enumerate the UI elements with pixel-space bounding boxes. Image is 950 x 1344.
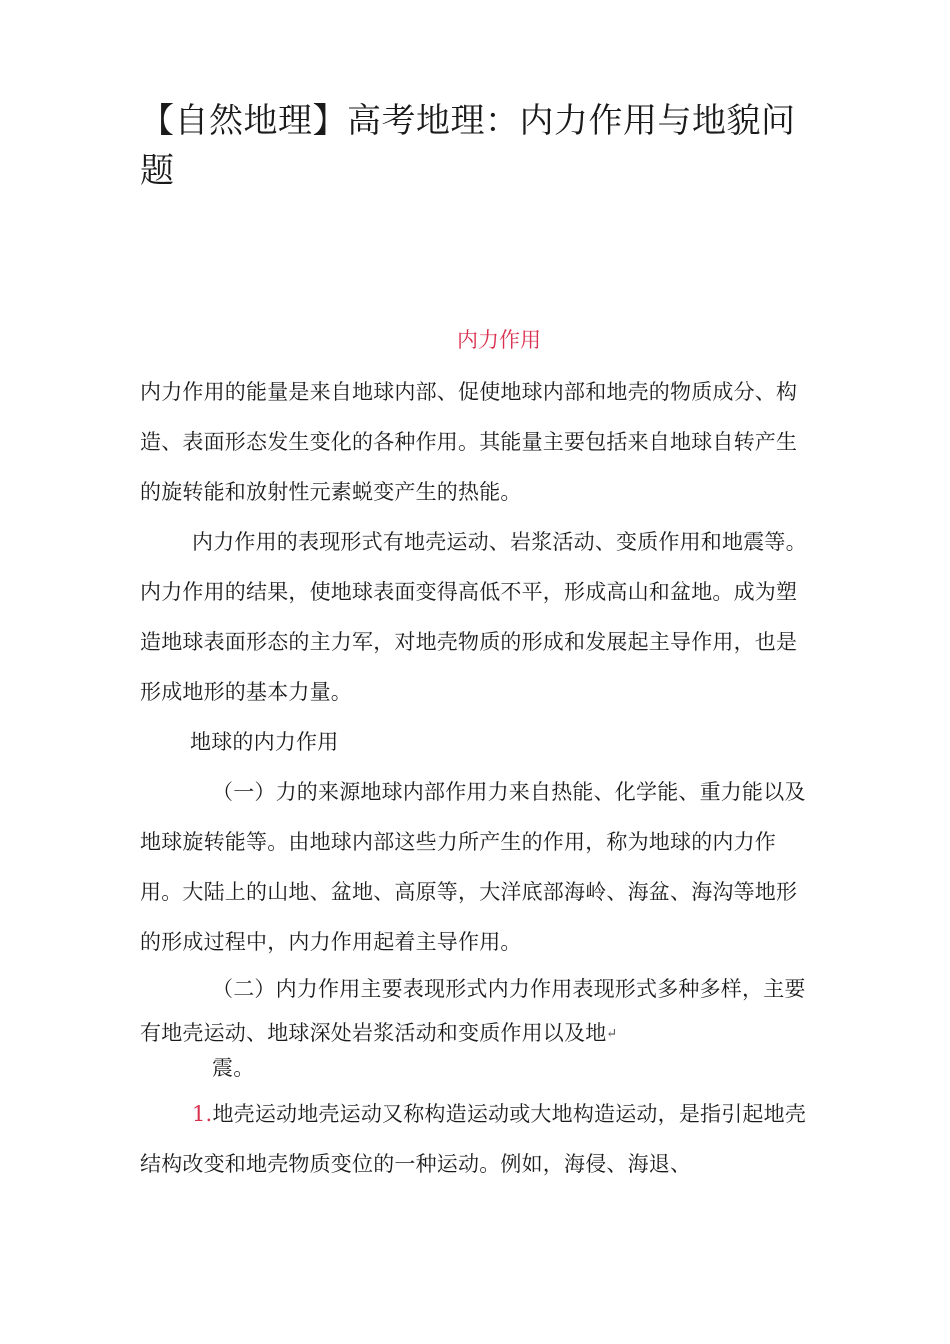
paragraph-main-forms-tail: 震。 [212,1055,255,1080]
paragraph-energy-source: 内力作用的能量是来自地球内部、促使地球内部和地壳的物质成分、构造、表面形态发生变化的各种作用。其能量主要包括来自地球自转产生的旋转能和放射性元素蜕变产生的热能。 [140,380,798,504]
paragraph-crustal-movement-text: 地壳运动地壳运动又称构造运动或大地构造运动，是指引起地壳结构改变和地壳物质变位的一种运动。例如，海侵、海退、 [140,1102,807,1176]
paragraph-crustal-movement [140,1089,810,1189]
paragraph-return-icon: ↵ [606,1026,618,1042]
section-heading: 内力作用 [457,328,541,352]
list-number-marker: 1. [192,1102,213,1126]
paragraph-main-forms [140,967,810,1083]
paragraph-forms-and-results: 内力作用的表现形式有地壳运动、岩浆活动、变质作用和地震等。内力作用的结果，使地球表面变得高低不平，形成高山和盆地。成为塑造地球表面形态的主力军，对地壳物质的形成和发展起主导作用，也是形成地形的基本力量。 [140,530,807,704]
paragraph-force-source: （一）力的来源地球内部作用力来自热能、化学能、重力能以及地球旋转能等。由地球内部这些力所产生的作用，称为地球的内力作用。大陆上的山地、盆地、高原等，大洋底部海岭、海盆、海沟等地形的形成过程中，内力作用起着主导作用。 [140,780,806,954]
paragraph-main-forms-text: （二）内力作用主要表现形式内力作用表现形式多种多样，主要有地壳运动、地球深处岩浆活动和变质作用以及地 [140,977,806,1045]
subheading-earth-internal-force: 地球的内力作用 [190,730,339,754]
document-title: 【自然地理】高考地理：内力作用与地貌问题 [140,101,796,191]
